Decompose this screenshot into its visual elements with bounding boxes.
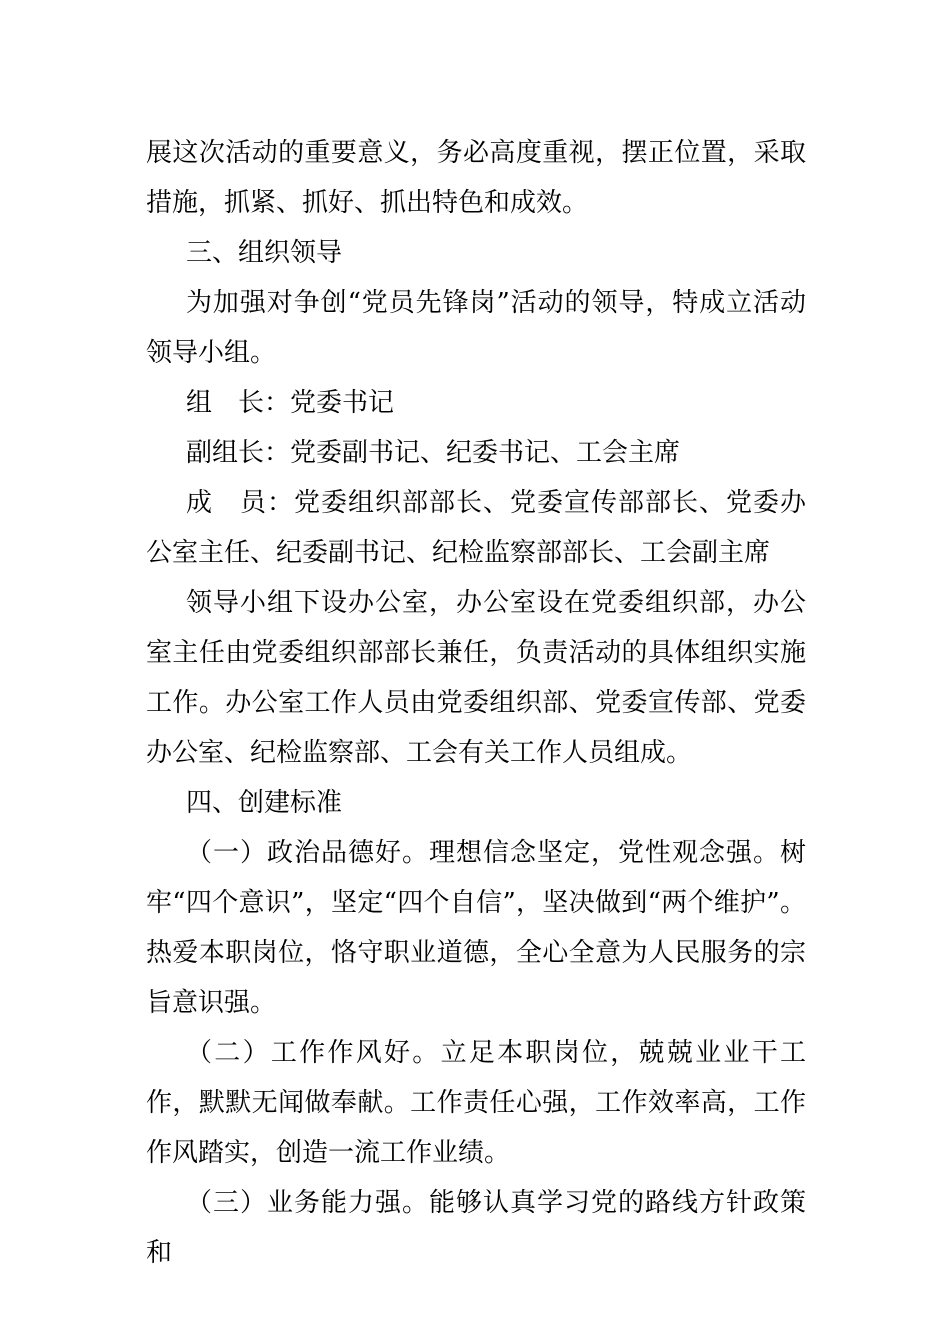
deputy-leader-line: 副组长：党委副书记、纪委书记、工会主席 <box>186 438 681 468</box>
document-body <box>146 128 806 1278</box>
paragraph-standard-2: （二）工作作风好。立足本职岗位，兢兢业业干工作，默默无闻做奉献。工作责任心强，工作效率高，工作作风踏实，创造一流工作业绩。 <box>146 1038 806 1168</box>
members-line: 成 员：党委组织部部长、党委宣传部部长、党委办公室主任、纪委副书记、纪检监察部部长、工会副主席 <box>146 488 806 568</box>
group-leader-line: 组 长：党委书记 <box>186 388 395 418</box>
paragraph-continuation: 展这次活动的重要意义，务必高度重视，摆正位置，采取措施，抓紧、抓好、抓出特色和成效。 <box>146 138 806 218</box>
paragraph-standard-3: （三）业务能力强。能够认真学习党的路线方针政策和 <box>146 1188 806 1268</box>
section-heading-organization: 三、组织领导 <box>186 238 343 268</box>
paragraph-standard-1: （一）政治品德好。理想信念坚定，党性观念强。树牢“四个意识”，坚定“四个自信”，坚决做到“两个维护”。热爱本职岗位，恪守职业道德，全心全意为人民服务的宗旨意识强。 <box>146 838 806 1018</box>
section-heading-standards: 四、创建标准 <box>186 788 343 818</box>
paragraph-leadership-group: 为加强对争创“党员先锋岗”活动的领导，特成立活动领导小组。 <box>146 288 806 368</box>
paragraph-office: 领导小组下设办公室，办公室设在党委组织部，办公室主任由党委组织部部长兼任，负责活动的具体组织实施工作。办公室工作人员由党委组织部、党委宣传部、党委办公室、纪检监察部、工会有关工作人员组成。 <box>146 588 806 768</box>
